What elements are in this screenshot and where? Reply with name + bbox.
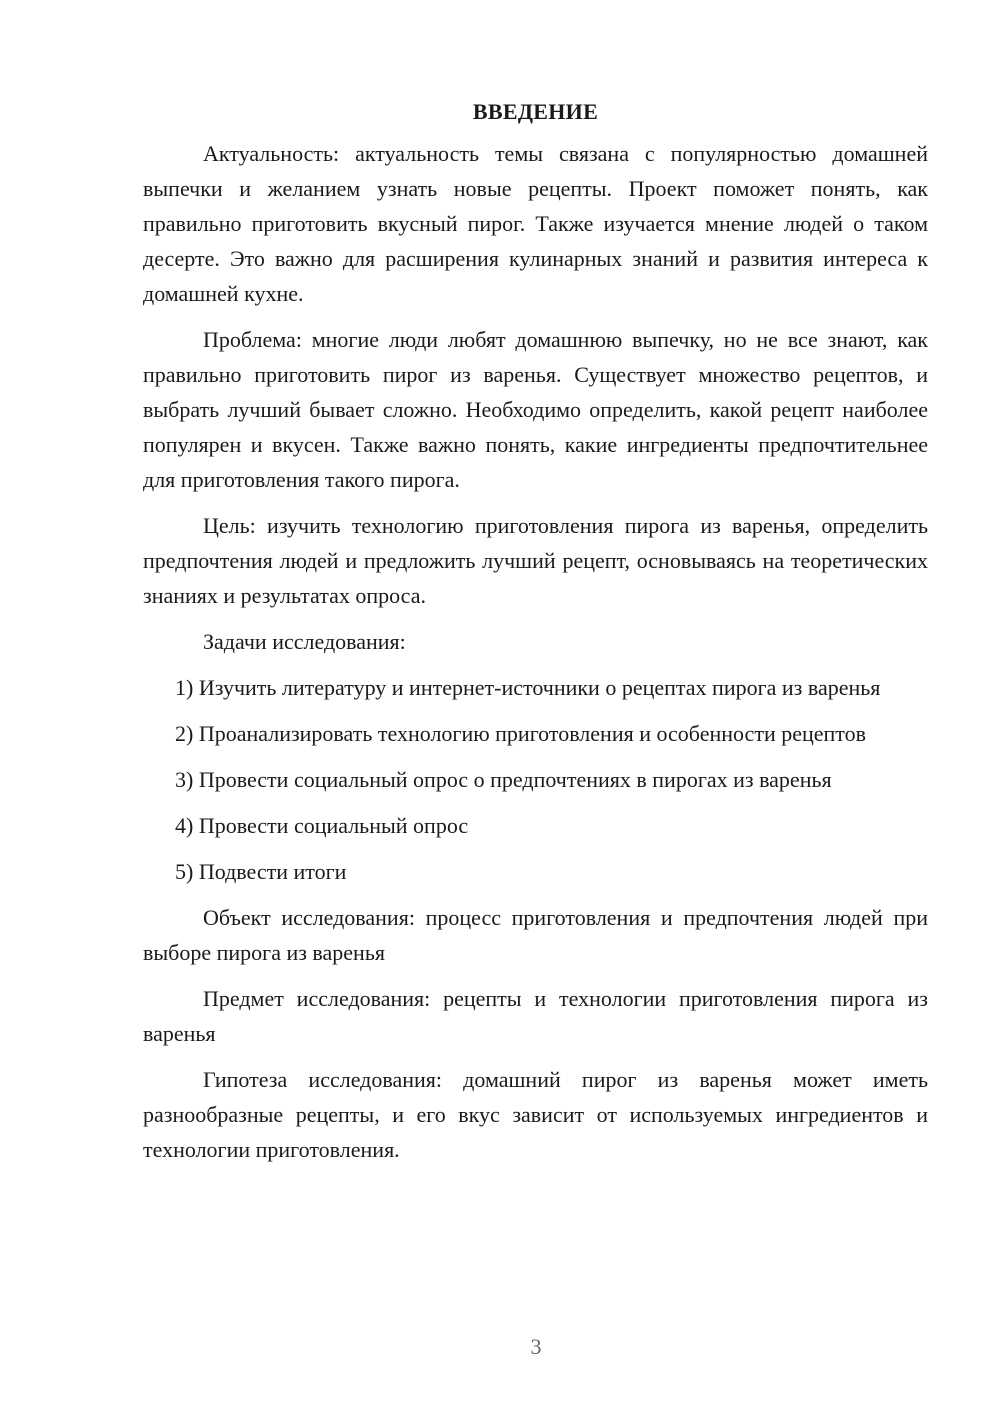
task-item-1: 1) Изучить литературу и интернет-источники о рецептах пирога из варенья — [175, 675, 881, 700]
problem-paragraph: Проблема: многие люди любят домашнюю выпечку, но не все знают, как правильно приготовить пирог из варенья. Существует множество рецептов, и выбрать лучший бывает сложно. Необходимо определить, какой рецепт наиболее популярен и вкусен. Также важно понять, какие ингредиенты предпочтительнее для приготовления такого пирога. — [143, 327, 928, 492]
task-item-4: 4) Провести социальный опрос — [175, 813, 469, 838]
page-number: 3 — [530, 1334, 542, 1359]
task-item-5: 5) Подвести итоги — [175, 859, 347, 884]
hypothesis-paragraph: Гипотеза исследования: домашний пирог из варенья может иметь разнообразные рецепты, и его вкус зависит от используемых ингредиентов и технологии приготовления. — [143, 1067, 928, 1162]
goal-paragraph: Цель: изучить технологию приготовления пирога из варенья, определить предпочтения людей и предложить лучший рецепт, основываясь на теоретических знаниях и результатах опроса. — [143, 513, 928, 608]
subject-paragraph: Предмет исследования: рецепты и технологии приготовления пирога из варенья — [143, 986, 928, 1046]
page-title: ВВЕДЕНИЕ — [472, 99, 599, 124]
tasks-heading: Задачи исследования: — [203, 629, 406, 654]
page-content — [143, 94, 928, 1178]
task-item-3: 3) Провести социальный опрос о предпочтениях в пирогах из варенья — [175, 767, 832, 792]
relevance-paragraph: Актуальность: актуальность темы связана с популярностью домашней выпечки и желанием узнать новые рецепты. Проект поможет понять, как правильно приготовить вкусный пирог. Также изучается мнение людей о таком десерте. Это важно для расширения кулинарных знаний и развития интереса к домашней кухне. — [143, 141, 928, 306]
task-item-2: 2) Проанализировать технологию приготовления и особенности рецептов — [175, 721, 867, 746]
object-paragraph: Объект исследования: процесс приготовления и предпочтения людей при выборе пирога из варенья — [143, 905, 928, 965]
